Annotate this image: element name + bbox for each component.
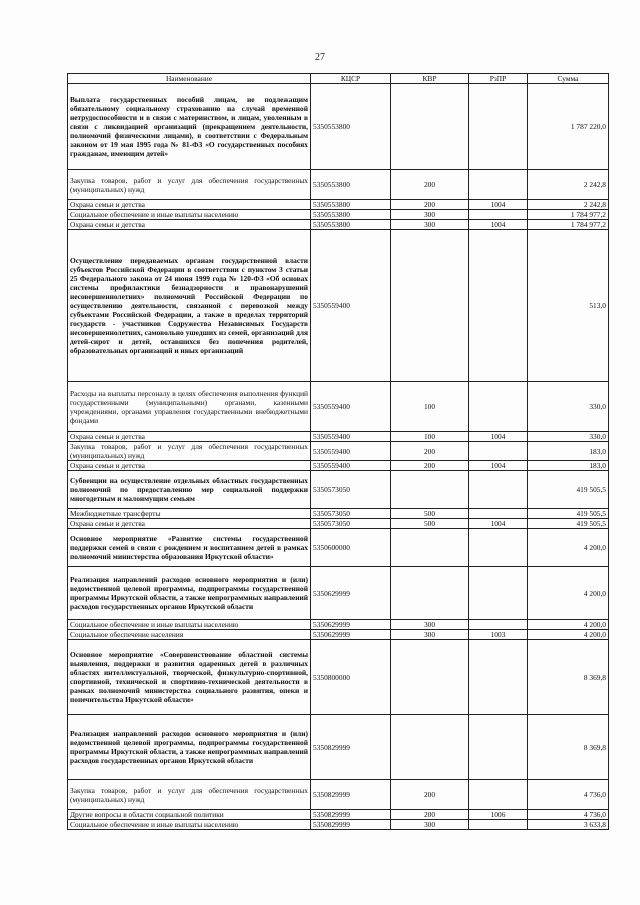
row-kcsr-cell: 5350600000: [311, 529, 391, 567]
row-kvr-cell: 100: [391, 382, 469, 432]
table-row: [68, 84, 609, 170]
row-sum-cell: 4 200,0: [528, 529, 609, 567]
row-rzpr-cell: [469, 820, 528, 830]
row-kvr-cell: 300: [391, 820, 469, 830]
row-sum-cell: 1 787 220,0: [528, 84, 609, 170]
header-rzpr: РзПР: [469, 74, 528, 84]
table-row: [68, 820, 609, 830]
row-rzpr-cell: [469, 529, 528, 567]
row-kvr-cell: 300: [391, 620, 469, 630]
row-kvr-cell: 200: [391, 200, 469, 210]
row-rzpr-cell: [469, 210, 528, 220]
row-sum-cell: 330,0: [528, 382, 609, 432]
budget-table: [67, 73, 609, 830]
row-kcsr-cell: 5350553800: [311, 220, 391, 230]
row-kvr-cell: [391, 640, 469, 715]
row-kcsr-cell: 5350829999: [311, 715, 391, 780]
row-kcsr-cell: 5350629999: [311, 567, 391, 620]
row-name-cell: Основное мероприятие «Развитие системы государственной поддержки семей в связи с рождением и воспитанием детей в рамках полномочий министерства образования Иркутской области»: [68, 529, 311, 567]
row-name-cell: Основное мероприятие «Совершенствование областной системы выявления, поддержки и развития одаренных детей в различных областях интеллектуальной, творческой, физкультурно-спортивной, спортивной, технической и спортивно-технической деятельности в рамках полномочий министерства социального развития, опеки и попечительства Иркутской области»: [68, 640, 311, 715]
row-sum-cell: 8 369,8: [528, 640, 609, 715]
row-kcsr-cell: 5350559400: [311, 382, 391, 432]
row-name-cell: Социальное обеспечение и иные выплаты населению: [68, 210, 311, 220]
row-name-cell: Реализация направлений расходов основного мероприятия и (или) ведомственной целевой программы, подпрограммы государственной программы Иркутской области, а также непрограммных направлений расходов государственных органов Иркутской области: [68, 715, 311, 780]
row-kvr-cell: 100: [391, 432, 469, 442]
row-rzpr-cell: [469, 620, 528, 630]
row-kvr-cell: 300: [391, 630, 469, 640]
row-name-cell: Закупка товаров, работ и услуг для обеспечения государственных (муниципальных) нужд: [68, 442, 311, 461]
table-row: [68, 630, 609, 640]
table-row: [68, 640, 609, 715]
row-sum-cell: 419 505,5: [528, 519, 609, 529]
table-row: [68, 519, 609, 529]
table-row: [68, 567, 609, 620]
header-name: Наименование: [68, 74, 311, 84]
row-kcsr-cell: 5350573050: [311, 509, 391, 519]
row-kcsr-cell: 5350800000: [311, 640, 391, 715]
table-row: [68, 220, 609, 230]
row-name-cell: Охрана семьи и детства: [68, 461, 311, 471]
row-kvr-cell: [391, 230, 469, 382]
row-rzpr-cell: [469, 170, 528, 200]
row-kcsr-cell: 5350559400: [311, 432, 391, 442]
table-header-row: [68, 74, 609, 84]
row-name-cell: Субвенции на осуществление отдельных областных государственных полномочий по предоставлению мер социальной поддержки многодетным и малоимущим семьям: [68, 471, 311, 509]
table-row: [68, 442, 609, 461]
row-rzpr-cell: [469, 780, 528, 810]
row-sum-cell: 4 200,0: [528, 620, 609, 630]
row-rzpr-cell: [469, 715, 528, 780]
row-name-cell: Межбюджетные трансферты: [68, 509, 311, 519]
row-kcsr-cell: 5350559400: [311, 442, 391, 461]
page-number: 27: [315, 52, 325, 63]
row-name-cell: Закупка товаров, работ и услуг для обеспечения государственных (муниципальных) нужд: [68, 780, 311, 810]
row-rzpr-cell: 1003: [469, 630, 528, 640]
row-rzpr-cell: 1004: [469, 519, 528, 529]
row-kcsr-cell: 5350553800: [311, 200, 391, 210]
row-name-cell: Реализация направлений расходов основного мероприятия и (или) ведомственной целевой программы, подпрограммы государственной программы Иркутской области, а также непрограммных направлений расходов государственных органов Иркутской области: [68, 567, 311, 620]
row-name-cell: Расходы на выплаты персоналу в целях обеспечения выполнения функций государственными (муниципальными) органами, казенными учреждениями, органами управления государственными внебюджетными фондами: [68, 382, 311, 432]
row-sum-cell: 3 633,8: [528, 820, 609, 830]
row-name-cell: Охрана семьи и детства: [68, 200, 311, 210]
row-rzpr-cell: 1004: [469, 461, 528, 471]
table-row: [68, 432, 609, 442]
row-name-cell: Закупка товаров, работ и услуг для обеспечения государственных (муниципальных) нужд: [68, 170, 311, 200]
row-sum-cell: 4 736,0: [528, 810, 609, 820]
row-sum-cell: 4 736,0: [528, 780, 609, 810]
row-sum-cell: 183,0: [528, 442, 609, 461]
row-kvr-cell: [391, 471, 469, 509]
table-row: [68, 620, 609, 630]
row-kcsr-cell: 5350829999: [311, 820, 391, 830]
row-sum-cell: 1 784 977,2: [528, 220, 609, 230]
row-rzpr-cell: [469, 509, 528, 519]
row-sum-cell: 4 200,0: [528, 567, 609, 620]
table-row: [68, 230, 609, 382]
row-sum-cell: 4 200,0: [528, 630, 609, 640]
header-sum: Сумма: [528, 74, 609, 84]
table-row: [68, 210, 609, 220]
row-sum-cell: 330,0: [528, 432, 609, 442]
row-name-cell: Социальное обеспечение и иные выплаты населению: [68, 620, 311, 630]
row-name-cell: Выплата государственных пособий лицам, не подлежащим обязательному социальному страхованию на случай временной нетрудоспособности и в связи с материнством, и лицам, уволенным в связи с ликвидацией организаций (прекращением деятельности, полномочий физическими лицами), в соответствии с Федеральным законом от 19 мая 1995 года № 81-ФЗ «О государственных пособиях гражданам, имеющим детей»: [68, 84, 311, 170]
table-row: [68, 715, 609, 780]
row-sum-cell: 2 242,8: [528, 200, 609, 210]
row-kvr-cell: 200: [391, 170, 469, 200]
row-name-cell: Охрана семьи и детства: [68, 519, 311, 529]
row-rzpr-cell: 1004: [469, 220, 528, 230]
row-name-cell: Осуществление передаваемых органам государственной власти субъектов Российской Федерации в соответствии с пунктом 3 статьи 25 Федерального закона от 24 июня 1999 года № 120-ФЗ «Об основах системы профилактики безнадзорности и правонарушений несовершеннолетних» полномочий Российской Федерации по осуществлению деятельности, связанной с перевозкой между субъектами Российской Федерации, а также в пределах территорий государств - участников Содружества Независимых Государств несовершеннолетних, самовольно ушедших из семей, организаций для детей-сирот и детей, оставшихся без попечения родителей, образовательных организаций и иных организаций: [68, 230, 311, 382]
table-row: [68, 529, 609, 567]
table-row: [68, 461, 609, 471]
row-name-cell: Социальное обеспечение и иные выплаты населению: [68, 820, 311, 830]
row-sum-cell: 183,0: [528, 461, 609, 471]
row-kvr-cell: 500: [391, 519, 469, 529]
row-kvr-cell: 500: [391, 509, 469, 519]
row-kcsr-cell: 5350553800: [311, 170, 391, 200]
table-row: [68, 810, 609, 820]
row-rzpr-cell: [469, 442, 528, 461]
row-kvr-cell: 300: [391, 220, 469, 230]
row-rzpr-cell: [469, 471, 528, 509]
row-kcsr-cell: 5350559400: [311, 230, 391, 382]
row-kvr-cell: [391, 567, 469, 620]
row-sum-cell: 8 369,8: [528, 715, 609, 780]
header-kcsr: КЦСР: [311, 74, 391, 84]
table-body: [68, 84, 609, 830]
row-rzpr-cell: 1006: [469, 810, 528, 820]
table-row: [68, 509, 609, 519]
table-row: [68, 382, 609, 432]
row-kcsr-cell: 5350573050: [311, 519, 391, 529]
row-kvr-cell: [391, 529, 469, 567]
row-kvr-cell: 200: [391, 461, 469, 471]
row-kcsr-cell: 5350829999: [311, 780, 391, 810]
row-name-cell: Другие вопросы в области социальной политики: [68, 810, 311, 820]
row-sum-cell: 513,0: [528, 230, 609, 382]
row-kvr-cell: 200: [391, 810, 469, 820]
row-kvr-cell: [391, 715, 469, 780]
row-rzpr-cell: [469, 640, 528, 715]
table-row: [68, 471, 609, 509]
row-rzpr-cell: 1004: [469, 200, 528, 210]
row-sum-cell: 2 242,8: [528, 170, 609, 200]
row-rzpr-cell: [469, 567, 528, 620]
row-kcsr-cell: 5350573050: [311, 471, 391, 509]
row-kcsr-cell: 5350629999: [311, 630, 391, 640]
row-rzpr-cell: [469, 84, 528, 170]
table-row: [68, 200, 609, 210]
row-name-cell: Охрана семьи и детства: [68, 220, 311, 230]
row-kvr-cell: 200: [391, 442, 469, 461]
row-kcsr-cell: 5350559400: [311, 461, 391, 471]
row-kcsr-cell: 5350829999: [311, 810, 391, 820]
row-kvr-cell: [391, 84, 469, 170]
row-rzpr-cell: [469, 382, 528, 432]
row-rzpr-cell: 1004: [469, 432, 528, 442]
table-row: [68, 780, 609, 810]
row-sum-cell: 1 784 977,2: [528, 210, 609, 220]
row-sum-cell: 419 505,5: [528, 471, 609, 509]
row-kcsr-cell: 5350553800: [311, 84, 391, 170]
row-kcsr-cell: 5350553800: [311, 210, 391, 220]
row-rzpr-cell: [469, 230, 528, 382]
row-sum-cell: 419 505,5: [528, 509, 609, 519]
row-kvr-cell: 200: [391, 780, 469, 810]
row-kvr-cell: 300: [391, 210, 469, 220]
row-name-cell: Охрана семьи и детства: [68, 432, 311, 442]
header-kvr: КВР: [391, 74, 469, 84]
table-row: [68, 170, 609, 200]
row-name-cell: Социальное обеспечение населения: [68, 630, 311, 640]
row-kcsr-cell: 5350629999: [311, 620, 391, 630]
